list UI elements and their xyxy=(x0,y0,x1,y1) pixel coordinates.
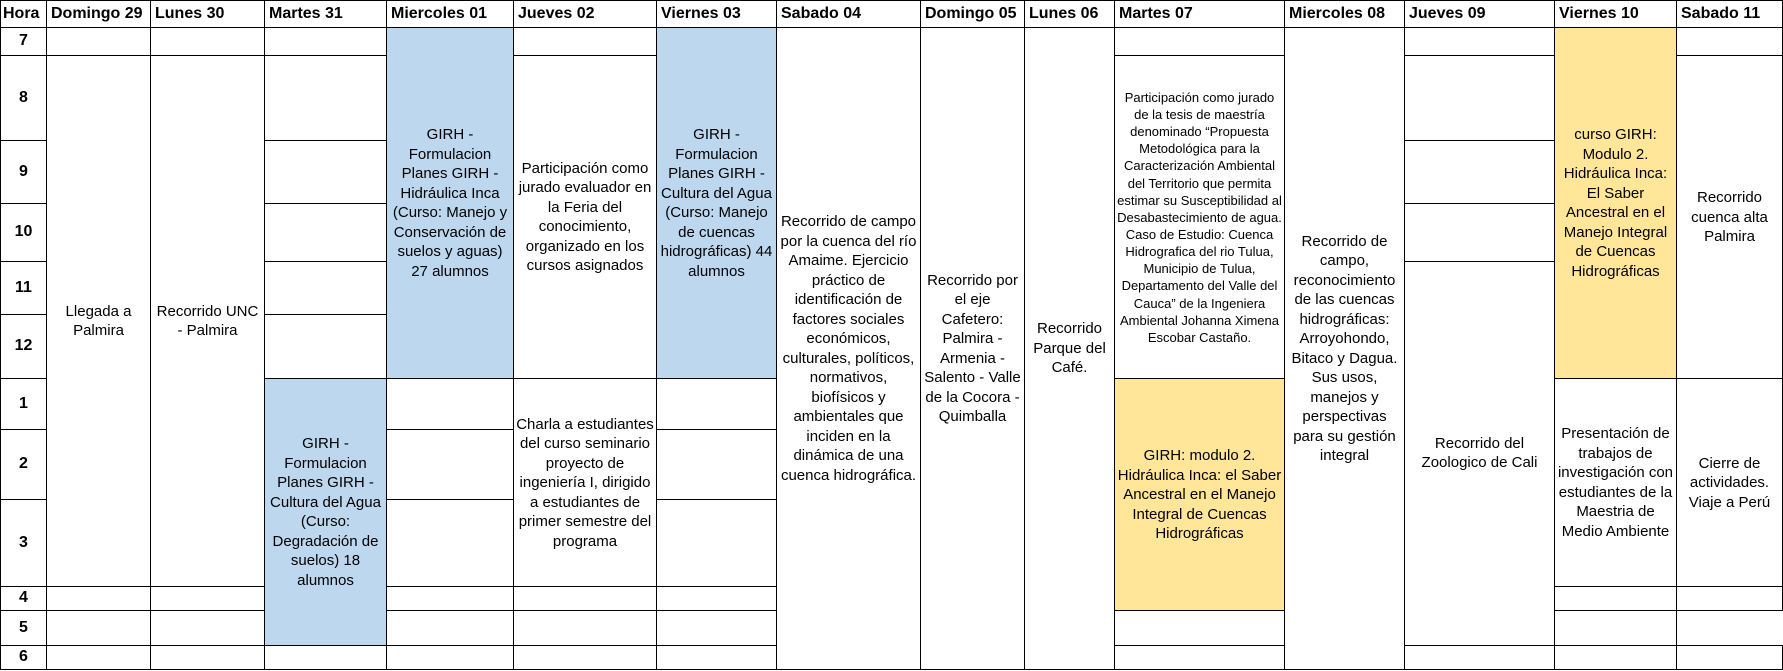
hour-label: 6 xyxy=(1,645,47,669)
event-sabado11-pm: Cierre de actividades. Viaje a Perú xyxy=(1677,379,1783,587)
empty-cell xyxy=(265,141,387,204)
hour-label: 2 xyxy=(1,429,47,500)
empty-cell xyxy=(1555,587,1677,611)
hour-label: 11 xyxy=(1,262,47,314)
empty-cell xyxy=(387,429,514,500)
empty-cell xyxy=(1555,611,1677,645)
empty-cell xyxy=(657,429,777,500)
event-martes07-pm: GIRH: modulo 2. Hidráulica Inca: el Saber Ancestral en el Manejo Integral de Cuencas Hidrográficas xyxy=(1115,379,1285,611)
empty-cell xyxy=(1405,28,1555,56)
event-viernes03: GIRH - Formulacion Planes GIRH - Cultura del Agua (Curso: Manejo de cuencas hidrográficas) 44 alumnos xyxy=(657,28,777,379)
empty-cell xyxy=(1405,141,1555,204)
event-viernes10-pm: Presentación de trabajos de investigación con estudiantes de la Maestria de Medio Ambiente xyxy=(1555,379,1677,587)
empty-cell xyxy=(265,314,387,379)
empty-cell xyxy=(657,500,777,587)
empty-cell xyxy=(514,28,657,56)
empty-cell xyxy=(1115,645,1285,669)
hour-label: 10 xyxy=(1,203,47,262)
empty-cell xyxy=(657,611,777,645)
event-domingo05: Recorrido por el eje Cafetero: Palmira - Armenia - Salento - Valle de la Cocora - Quimballa xyxy=(921,28,1025,670)
empty-cell xyxy=(514,611,657,645)
header-sabado-11: Sabado 11 xyxy=(1677,1,1783,28)
empty-cell xyxy=(387,379,514,429)
empty-cell xyxy=(47,611,151,645)
event-jueves02-am: Participación como jurado evaluador en la Feria del conocimiento, organizado en los cursos asignados xyxy=(514,56,657,379)
header-row xyxy=(1,1,1783,28)
empty-cell xyxy=(1677,587,1783,611)
header-martes-07: Martes 07 xyxy=(1115,1,1285,28)
header-viernes-03: Viernes 03 xyxy=(657,1,777,28)
empty-cell xyxy=(387,587,514,611)
event-lunes06: Recorrido Parque del Café. xyxy=(1025,28,1115,670)
empty-cell xyxy=(265,28,387,56)
empty-cell xyxy=(1677,645,1783,669)
header-jueves-09: Jueves 09 xyxy=(1405,1,1555,28)
event-lunes30: Recorrido UNC - Palmira xyxy=(151,56,265,587)
event-martes07-am: Participación como jurado de la tesis de maestría denominado “Propuesta Metodológica para la Caracterización Ambiental del Territorio que permita estimar su Susceptibilidad al Desabastecimiento de agua. Caso de Estudio: Cuenca Hidrografica del rio Tulua, Municipio de Tulua, Departamento del Valle del Cauca” de la Ingeniera Ambiental Johanna Ximena Escobar Castaño. xyxy=(1115,56,1285,379)
empty-cell xyxy=(657,379,777,429)
empty-cell xyxy=(151,611,265,645)
empty-cell xyxy=(265,56,387,141)
hour-label: 3 xyxy=(1,500,47,587)
header-lunes-30: Lunes 30 xyxy=(151,1,265,28)
hour-label: 1 xyxy=(1,379,47,429)
event-miercoles08: Recorrido de campo, reconocimiento de las cuencas hidrográficas: Arroyohondo, Bitaco y Dagua. Sus usos, manejos y perspectivas para su gestión integral xyxy=(1285,28,1405,670)
empty-cell xyxy=(1555,645,1677,669)
empty-cell xyxy=(151,587,265,611)
empty-cell xyxy=(1115,611,1285,645)
event-miercoles01: GIRH - Formulacion Planes GIRH - Hidráulica Inca (Curso: Manejo y Conservación de suelos y aguas) 27 alumnos xyxy=(387,28,514,379)
event-sabado11-am: Recorrido cuenca alta Palmira xyxy=(1677,56,1783,379)
hour-row xyxy=(1,28,1783,56)
empty-cell xyxy=(1405,56,1555,141)
empty-cell xyxy=(151,645,265,669)
empty-cell xyxy=(657,645,777,669)
hour-label: 12 xyxy=(1,314,47,379)
header-hora: Hora xyxy=(1,1,47,28)
empty-cell xyxy=(265,645,387,669)
header-martes-31: Martes 31 xyxy=(265,1,387,28)
empty-cell xyxy=(151,28,265,56)
empty-cell xyxy=(1405,645,1555,669)
event-viernes10-am: curso GIRH: Modulo 2. Hidráulica Inca: El Saber Ancestral en el Manejo Integral de Cuencas Hidrográficas xyxy=(1555,28,1677,379)
hour-label: 8 xyxy=(1,56,47,141)
header-sabado-04: Sabado 04 xyxy=(777,1,921,28)
empty-cell xyxy=(514,587,657,611)
event-sabado04: Recorrido de campo por la cuenca del río Amaime. Ejercicio práctico de identificación de factores sociales económicos, culturales, políticos, normativos, biofísicos y ambientales que inciden en la dinámica de una cuenca hidrográfica. xyxy=(777,28,921,670)
empty-cell xyxy=(387,611,514,645)
header-domingo-29: Domingo 29 xyxy=(47,1,151,28)
empty-cell xyxy=(387,500,514,587)
hour-label: 5 xyxy=(1,611,47,645)
empty-cell xyxy=(1115,28,1285,56)
header-miercoles-08: Miercoles 08 xyxy=(1285,1,1405,28)
header-lunes-06: Lunes 06 xyxy=(1025,1,1115,28)
event-jueves02-pm: Charla a estudiantes del curso seminario proyecto de ingeniería I, dirigido a estudiantes de primer semestre del programa xyxy=(514,379,657,587)
empty-cell xyxy=(47,28,151,56)
hour-label: 7 xyxy=(1,28,47,56)
header-miercoles-01: Miercoles 01 xyxy=(387,1,514,28)
empty-cell xyxy=(47,645,151,669)
empty-cell xyxy=(265,203,387,262)
empty-cell xyxy=(657,587,777,611)
event-domingo29: Llegada a Palmira xyxy=(47,56,151,587)
header-jueves-02: Jueves 02 xyxy=(514,1,657,28)
hour-label: 9 xyxy=(1,141,47,204)
header-domingo-05: Domingo 05 xyxy=(921,1,1025,28)
empty-cell xyxy=(47,587,151,611)
empty-cell xyxy=(265,262,387,314)
event-martes31: GIRH - Formulacion Planes GIRH - Cultura del Agua (Curso: Degradación de suelos) 18 alumnos xyxy=(265,379,387,645)
hour-label: 4 xyxy=(1,587,47,611)
empty-cell xyxy=(387,645,514,669)
event-jueves09: Recorrido del Zoologico de Cali xyxy=(1405,262,1555,645)
empty-cell xyxy=(514,645,657,669)
header-viernes-10: Viernes 10 xyxy=(1555,1,1677,28)
empty-cell xyxy=(1677,28,1783,56)
empty-cell xyxy=(1405,203,1555,262)
